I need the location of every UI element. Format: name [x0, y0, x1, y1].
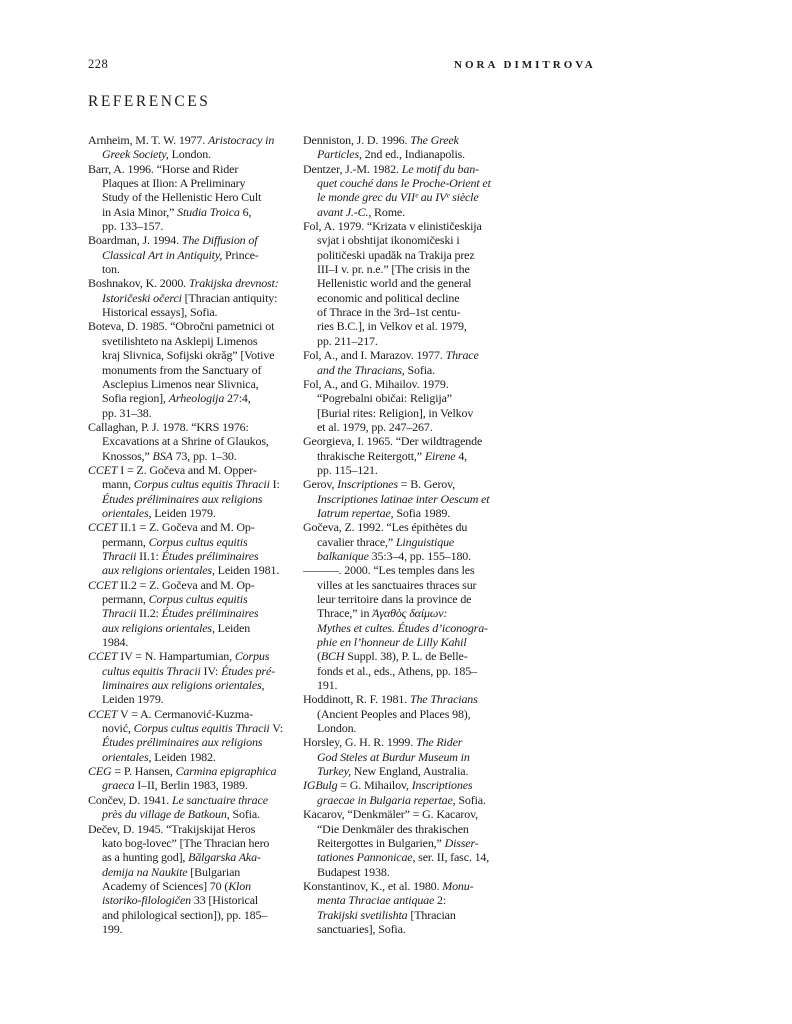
reference-line: London. — [317, 721, 357, 736]
reference-line: III–I v. pr. n.e.” [The crisis in the — [317, 262, 470, 277]
reference-entry — [88, 233, 296, 276]
reference-line: quet couché dans le Proche-Orient et — [317, 176, 491, 191]
reference-line: aux religions orientales, Leiden 1981. — [102, 563, 280, 578]
reference-line: pp. 133–157. — [102, 219, 164, 234]
reference-line: Asclepius Limenos near Slivnica, — [102, 376, 259, 391]
reference-line: Barr, A. 1996. “Horse and Rider — [88, 161, 239, 176]
reference-line: orientales, Leiden 1979. — [102, 505, 216, 520]
reference-line: kato bog-lovec” [The Thracian hero — [102, 835, 270, 850]
reference-line: CCET II.2 = Z. Gočeva and M. Op- — [88, 577, 255, 592]
reference-line: Thracii II.2: Études préliminaires — [102, 606, 259, 621]
reference-entry — [303, 735, 513, 778]
reference-entry — [303, 477, 513, 520]
reference-line: Leiden 1979. — [102, 692, 164, 707]
reference-line: thrakische Reitergott,” Eirene 4, — [317, 448, 468, 463]
reference-line: ton. — [102, 262, 120, 277]
reference-line: Greek Society, London. — [102, 147, 211, 162]
reference-line: Fol, A., and I. Marazov. 1977. Thrace — [303, 348, 479, 363]
reference-line: Classical Art in Antiquity, Prince- — [102, 247, 259, 262]
reference-line: Knossos,” BSA 73, pp. 1–30. — [102, 448, 237, 463]
reference-line: mann, Corpus cultus equitis Thracii I: — [102, 477, 280, 492]
reference-line: [Burial rites: Religion], in Velkov — [317, 405, 474, 420]
reference-entry — [303, 434, 513, 477]
reference-line: “Pogrebalni običai: Religija” — [317, 391, 452, 406]
reference-entry — [88, 649, 296, 706]
reference-line: as a hunting god], Bălgarska Aka- — [102, 850, 261, 865]
reference-line: Fol, A., and G. Mihailov. 1979. — [303, 376, 449, 391]
page-number: 228 — [88, 57, 109, 71]
reference-line: Turkey, New England, Australia. — [317, 764, 469, 779]
reference-line: Dentzer, J.-M. 1982. Le motif du ban- — [303, 161, 479, 176]
reference-line: Boshnakov, K. 2000. Trakijska drevnost: — [88, 276, 279, 291]
reference-line: avant J.-C., Rome. — [317, 204, 405, 219]
reference-line: demija na Naukite [Bulgarian — [102, 864, 241, 879]
reference-line: permann, Corpus cultus equitis — [102, 592, 248, 606]
reference-entry — [303, 219, 513, 348]
reference-line: Dečev, D. 1945. “Trakijskijat Heros — [88, 821, 256, 836]
reference-line: Historical essays], Sofia. — [102, 305, 218, 320]
reference-line: (Ancient Peoples and Places 98), — [317, 706, 471, 721]
reference-line: 191. — [317, 678, 338, 693]
reference-entry — [303, 807, 513, 879]
reference-line: pp. 211–217. — [317, 333, 378, 348]
reference-line: Kacarov, “Denkmäler” = G. Kacarov, — [303, 807, 479, 822]
reference-line: Études préliminaires aux religions — [102, 735, 263, 750]
reference-line: Callaghan, P. J. 1978. “KRS 1976: — [88, 419, 249, 434]
references-left-column — [88, 133, 296, 936]
reference-line: svetilishteto na Asklepij Limenos — [102, 333, 258, 348]
reference-line: CEG = P. Hansen, Carmina epigraphica — [88, 764, 277, 779]
reference-line: menta Thraciae antiquae 2: — [317, 893, 447, 908]
reference-line: CCET I = Z. Gočeva and M. Opper- — [88, 462, 257, 477]
reference-entry — [303, 520, 513, 563]
reference-line: Mythes et cultes. Études d’iconogra- — [317, 620, 488, 635]
reference-line: Istoričeski očerci [Thracian antiquity: — [102, 290, 278, 305]
reference-line: and the Thracians, Sofia. — [317, 362, 435, 377]
reference-entry — [88, 822, 296, 937]
reference-line: Study of the Hellenistic Hero Cult — [102, 190, 262, 205]
references-heading: REFERENCES — [88, 93, 211, 110]
reference-line: God Steles at Burdur Museum in — [317, 749, 470, 764]
reference-line: Cončev, D. 1941. Le sanctuaire thrace — [88, 792, 268, 807]
reference-line: le monde grec du VIIᵉ au IVᵉ siècle — [317, 190, 479, 205]
reference-line: of Thrace in the 3rd–1st centu- — [317, 305, 461, 320]
reference-line: orientales, Leiden 1982. — [102, 749, 216, 764]
reference-line: pp. 31–38. — [102, 405, 152, 420]
reference-line: monuments from the Sanctuary of — [102, 362, 262, 377]
reference-line: permann, Corpus cultus equitis — [102, 534, 248, 549]
reference-entry — [303, 879, 513, 936]
reference-line: CCET V = A. Cermanović-Kuzma- — [88, 706, 253, 721]
reference-entry — [88, 793, 296, 822]
reference-line: Konstantinov, K., et al. 1980. Monu- — [303, 878, 474, 893]
reference-entry — [88, 133, 296, 162]
reference-line: IGBulg = G. Mihailov, Inscriptiones — [303, 778, 473, 793]
reference-line: 199. — [102, 921, 123, 936]
reference-line: Études préliminaires aux religions — [102, 491, 263, 506]
reference-line: istoriko-filologičen 33 [Historical — [102, 893, 259, 908]
reference-line: and philological section]), pp. 185– — [102, 907, 268, 922]
reference-line: graecae in Bulgaria repertae, Sofia. — [317, 792, 486, 807]
reference-line: Thracii II.1: Études préliminaires — [102, 548, 259, 563]
reference-line: Trakijski svetilishta [Thracian — [317, 907, 456, 922]
reference-line: Arnheim, M. T. W. 1977. Aristocracy in — [88, 133, 275, 147]
reference-line: Thrace,” in Ἀγαθὸς δαίμων: — [317, 606, 448, 621]
reference-line: Iatrum repertae, Sofia 1989. — [317, 505, 451, 520]
reference-line: in Asia Minor,” Studia Troica 6, — [102, 204, 252, 219]
reference-line: 1984. — [102, 635, 129, 650]
references-columns — [88, 133, 518, 936]
reference-entry — [88, 162, 296, 234]
reference-line: economic and political decline — [317, 290, 460, 305]
reference-line: ———. 2000. “Les temples dans les — [303, 563, 475, 578]
reference-line: političeski upadăk na Trakija prez — [317, 247, 475, 262]
reference-line: Excavations at a Shrine of Glaukos, — [102, 434, 269, 449]
reference-line: Gočeva, Z. 1992. “Les épithètes du — [303, 520, 468, 535]
reference-entry — [303, 778, 513, 807]
reference-line: ries B.C.], in Velkov et al. 1979, — [317, 319, 467, 334]
reference-entry — [303, 133, 513, 162]
reference-line: pp. 115–121. — [317, 462, 378, 477]
reference-entry — [88, 420, 296, 463]
reference-line: Gerov, Inscriptiones = B. Gerov, — [303, 477, 456, 492]
reference-line: liminaires aux religions orientales, — [102, 678, 265, 693]
reference-line: Academy of Sciences] 70 (Klon — [102, 878, 251, 893]
reference-line: Boardman, J. 1994. The Diffusion of — [88, 233, 258, 248]
reference-line: cultus equitis Thracii IV: Études pré- — [102, 663, 276, 678]
reference-entry — [303, 348, 513, 377]
reference-line: et al. 1979, pp. 247–267. — [317, 419, 433, 434]
reference-line: Denniston, J. D. 1996. The Greek — [303, 133, 459, 147]
running-head: NORA DIMITROVA — [454, 59, 596, 71]
reference-entry — [88, 578, 296, 650]
reference-entry — [88, 463, 296, 520]
reference-line: Fol, A. 1979. “Krizata v elinističeskija — [303, 219, 482, 234]
reference-line: cavalier thrace,” Linguistique — [317, 534, 455, 549]
reference-line: Particles, 2nd ed., Indianapolis. — [317, 147, 466, 162]
reference-line: leur territoire dans la province de — [317, 592, 472, 606]
reference-line: Hoddinott, R. F. 1981. The Thracians — [303, 692, 478, 707]
reference-entry — [303, 692, 513, 735]
reference-line: “Die Denkmäler des thrakischen — [317, 821, 469, 836]
reference-line: Inscriptiones latinae inter Oescum et — [317, 491, 490, 506]
reference-line: CCET II.1 = Z. Gočeva and M. Op- — [88, 520, 255, 535]
reference-line: CCET IV = N. Hampartumian, Corpus — [88, 649, 270, 664]
reference-line: fonds et al., eds., Athens, pp. 185– — [317, 663, 477, 678]
reference-line: Georgieva, I. 1965. “Der wildtragende — [303, 434, 483, 449]
reference-entry — [303, 377, 513, 434]
references-right-column — [303, 133, 513, 936]
reference-line: svjat i obshtijat ikonomičeski i — [317, 233, 460, 248]
reference-line: (BCH Suppl. 38), P. L. de Belle- — [317, 649, 468, 664]
reference-line: phie en l’honneur de Lilly Kahil — [317, 635, 467, 650]
reference-line: Budapest 1938. — [317, 864, 390, 879]
reference-line: villes at les sanctuaires thraces sur — [317, 577, 477, 592]
reference-line: balkanique 35:3–4, pp. 155–180. — [317, 548, 472, 563]
reference-entry — [88, 276, 296, 319]
reference-entry — [303, 563, 513, 692]
reference-line: sanctuaries], Sofia. — [317, 921, 406, 936]
reference-line: kraj Slivnica, Sofijski okrăg” [Votive — [102, 348, 275, 363]
reference-line: tationes Pannonicae, ser. II, fasc. 14, — [317, 850, 490, 865]
reference-line: Hellenistic world and the general — [317, 276, 472, 291]
reference-line: Plaques at Ilion: A Preliminary — [102, 176, 246, 191]
reference-entry — [303, 162, 513, 219]
reference-line: Horsley, G. H. R. 1999. The Rider — [303, 735, 463, 750]
reference-line: près du village de Batkoun, Sofia. — [102, 807, 260, 822]
reference-entry — [88, 319, 296, 419]
reference-line: Reitergottes in Bulgarien,” Disser- — [317, 835, 479, 850]
reference-line: aux religions orientales, Leiden — [102, 620, 251, 635]
reference-line: Boteva, D. 1985. “Obročni pametnici ot — [88, 319, 275, 334]
reference-entry — [88, 707, 296, 764]
reference-line: graeca I–II, Berlin 1983, 1989. — [102, 778, 248, 793]
reference-entry — [88, 520, 296, 577]
reference-entry — [88, 764, 296, 793]
reference-line: Sofia region], Arheologija 27:4, — [102, 391, 251, 406]
reference-line: nović, Corpus cultus equitis Thracii V: — [102, 721, 284, 736]
